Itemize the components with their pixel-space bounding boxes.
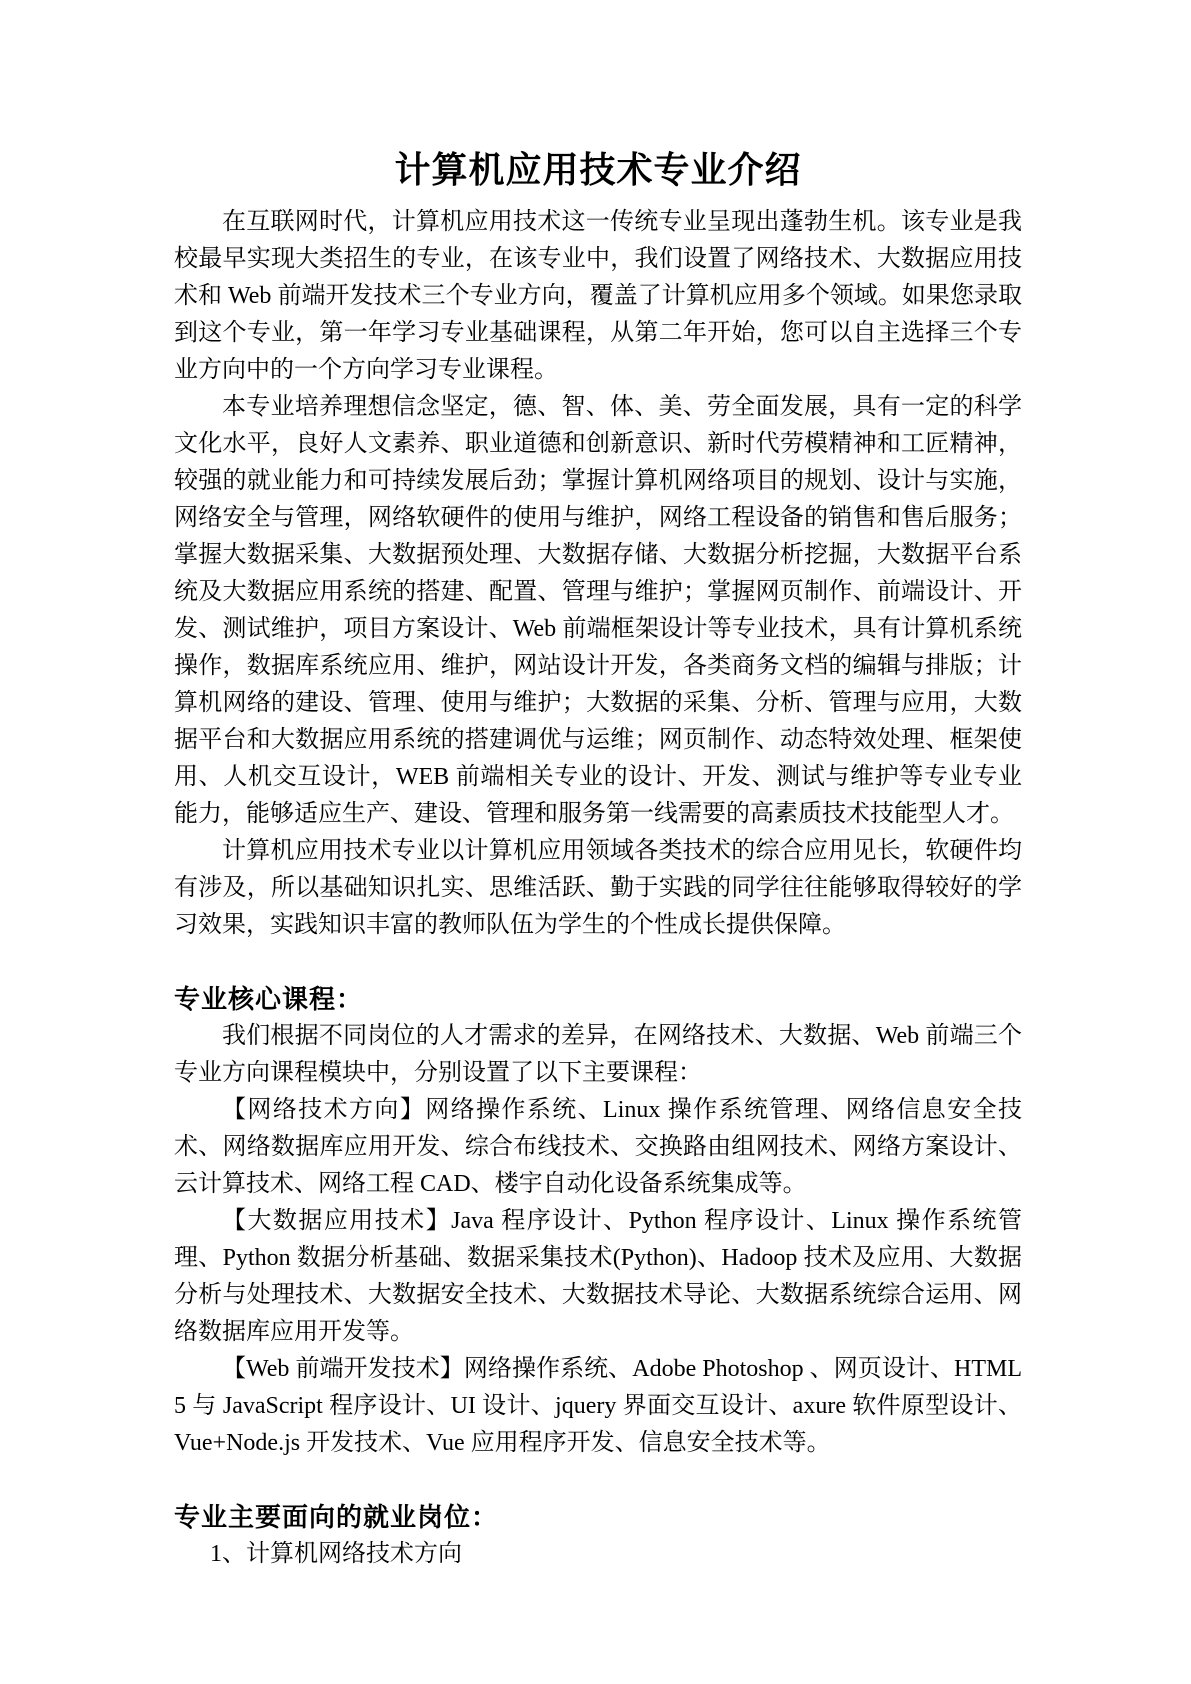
core-courses-paragraph-overview: 我们根据不同岗位的人才需求的差异，在网络技术、大数据、Web 前端三个专业方向课程模块中，分别设置了以下主要课程：	[174, 1023, 1022, 1086]
intro-paragraph-3: 计算机应用技术专业以计算机应用领域各类技术的综合应用见长，软硬件均有涉及，所以基础知识扎实、思维活跃、勤于实践的同学往往能够取得较好的学习效果，实践知识丰富的教师队伍为学生的个性成长提供保障。	[174, 838, 1022, 938]
document-title: 计算机应用技术专业介绍	[394, 150, 802, 190]
core-courses-paragraph-network-direction: 【网络技术方向】网络操作系统、Linux 操作系统管理、网络信息安全技术、网络数据库应用开发、综合布线技术、交换路由组网技术、网络方案设计、云计算技术、网络工程 CAD、楼宇自动化设备系统集成等。	[174, 1097, 1022, 1197]
core-courses-paragraph-bigdata-direction: 【大数据应用技术】Java 程序设计、Python 程序设计、Linux 操作系统管理、Python 数据分析基础、数据采集技术(Python)、Hadoop 技术及应用、大数据分析与处理技术、大数据安全技术、大数据技术导论、大数据系统综合运用、网络数据库应用开发等。	[174, 1208, 1022, 1345]
intro-paragraph-2: 本专业培养理想信念坚定，德、智、体、美、劳全面发展，具有一定的科学文化水平，良好人文素养、职业道德和创新意识、新时代劳模精神和工匠精神，较强的就业能力和可持续发展后劲；掌握计算机网络项目的规划、设计与实施，网络安全与管理，网络软硬件的使用与维护，网络工程设备的销售和售后服务；掌握大数据采集、大数据预处理、大数据存储、大数据分析挖掘，大数据平台系统及大数据应用系统的搭建、配置、管理与维护；掌握网页制作、前端设计、开发、测试维护，项目方案设计、Web 前端框架设计等专业技术，具有计算机系统操作，数据库系统应用、维护，网站设计开发，各类商务文档的编辑与排版；计算机网络的建设、管理、使用与维护；大数据的采集、分析、管理与应用，大数据平台和大数据应用系统的搭建调优与运维；网页制作、动态特效处理、框架使用、人机交互设计，WEB 前端相关专业的设计、开发、测试与维护等专业专业能力，能够适应生产、建设、管理和服务第一线需要的高素质技术技能型人才。	[174, 394, 1022, 827]
section-heading-job-positions: 专业主要面向的就业岗位：	[174, 1502, 499, 1532]
core-courses-paragraph-web-direction: 【Web 前端开发技术】网络操作系统、Adobe Photoshop 、网页设计、HTML5 与 JavaScript 程序设计、UI 设计、jquery 界面交互设计、axure 软件原型设计、Vue+Node.js 开发技术、Vue 应用程序开发、信息安全技术等。	[174, 1356, 1022, 1456]
job-position-item-1: 1、计算机网络技术方向	[210, 1541, 462, 1567]
intro-paragraph-1: 在互联网时代，计算机应用技术这一传统专业呈现出蓬勃生机。该专业是我校最早实现大类招生的专业，在该专业中，我们设置了网络技术、大数据应用技术和 Web 前端开发技术三个专业方向，覆盖了计算机应用多个领域。如果您录取到这个专业，第一年学习专业基础课程，从第二年开始，您可以自主选择三个专业方向中的一个方向学习专业课程。	[174, 209, 1022, 383]
section-heading-core-courses: 专业核心课程：	[174, 984, 364, 1014]
